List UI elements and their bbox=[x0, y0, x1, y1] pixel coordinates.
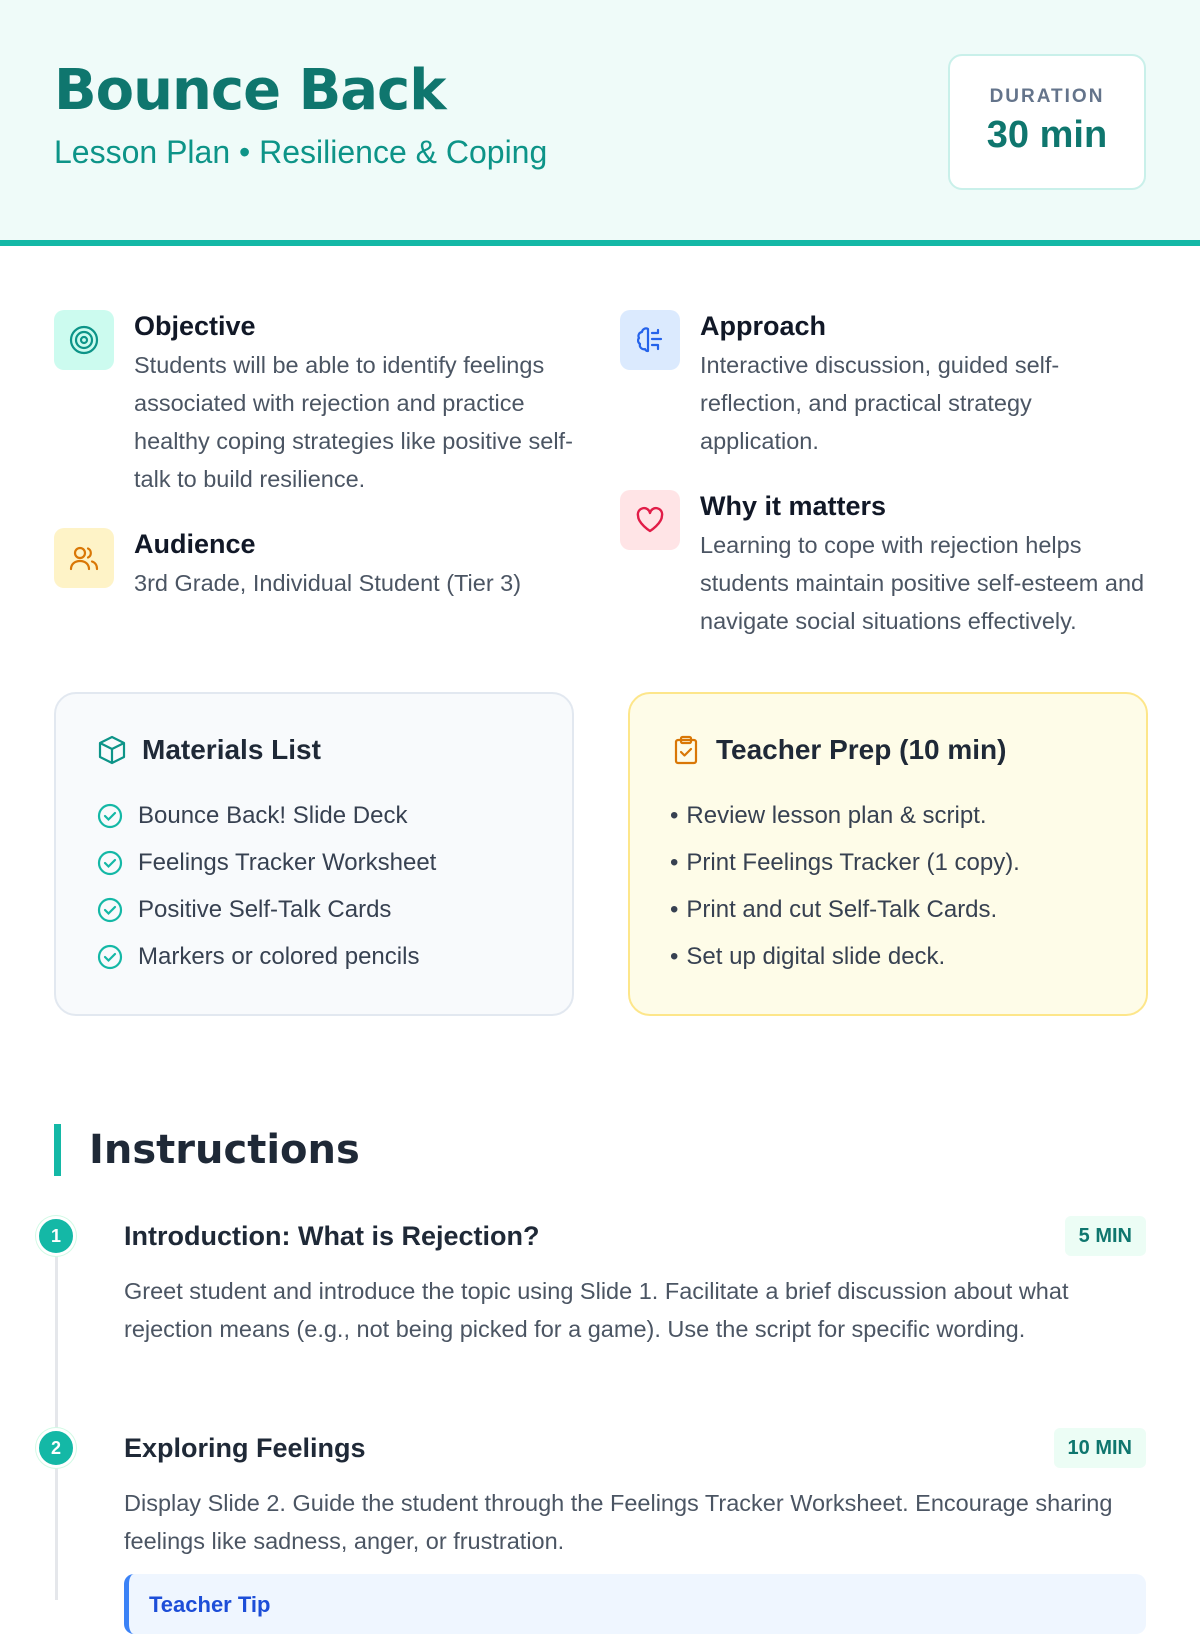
list-item: Positive Self-Talk Cards bbox=[96, 886, 532, 933]
clipboard-check-icon bbox=[670, 734, 702, 766]
approach-text: Interactive discussion, guided self-reflection, and practical strategy application. bbox=[700, 352, 1060, 454]
objective-text: Students will be able to identify feelings associated with rejection and practice healthy coping strategies like positive self-talk to build resilience. bbox=[134, 352, 573, 492]
prep-header bbox=[670, 730, 1106, 770]
teacher-tip-box bbox=[124, 1574, 1146, 1634]
step-time-badge: 5 MIN bbox=[1065, 1216, 1146, 1256]
list-item: Markers or colored pencils bbox=[96, 933, 532, 980]
materials-list bbox=[96, 792, 532, 980]
check-circle-icon bbox=[96, 849, 124, 877]
objective-title: Objective bbox=[134, 311, 256, 341]
list-item: • Print and cut Self-Talk Cards. bbox=[670, 895, 998, 923]
list-item: Feelings Tracker Worksheet bbox=[96, 839, 532, 886]
check-circle-icon bbox=[96, 802, 124, 830]
box-icon bbox=[96, 734, 128, 766]
duration-badge bbox=[948, 54, 1146, 190]
list-item: • Set up digital slide deck. bbox=[670, 942, 946, 970]
materials-card bbox=[54, 692, 574, 1016]
list-item: • Print Feelings Tracker (1 copy). bbox=[670, 848, 1020, 876]
timeline-line bbox=[55, 1236, 58, 1600]
check-circle-icon bbox=[96, 896, 124, 924]
teacher-tip-label: Teacher Tip bbox=[149, 1592, 271, 1617]
audience-text: 3rd Grade, Individual Student (Tier 3) bbox=[134, 570, 522, 596]
list-item: • Review lesson plan & script. bbox=[670, 801, 987, 829]
step-number: 2 bbox=[36, 1428, 76, 1468]
approach-title: Approach bbox=[700, 311, 827, 341]
check-circle-icon bbox=[96, 943, 124, 971]
duration-value: 30 min bbox=[986, 114, 1108, 156]
users-icon bbox=[54, 528, 114, 588]
teacher-prep-card bbox=[628, 692, 1148, 1016]
heart-icon bbox=[620, 490, 680, 550]
materials-header bbox=[96, 730, 532, 770]
materials-title: Materials List bbox=[142, 734, 321, 765]
prep-list bbox=[670, 792, 1106, 980]
duration-label: DURATION bbox=[989, 86, 1105, 107]
why-title: Why it matters bbox=[700, 491, 887, 521]
step-title: Introduction: What is Rejection? bbox=[124, 1221, 540, 1251]
step-time-badge: 10 MIN bbox=[1054, 1428, 1146, 1468]
why-text: Learning to cope with rejection helps students maintain positive self-esteem and navigate social situations effectively. bbox=[700, 532, 1145, 634]
step-text: Display Slide 2. Guide the student through the Feelings Tracker Worksheet. Encourage sharing feelings like sadness, anger, or frustration. bbox=[124, 1490, 1113, 1554]
target-icon bbox=[54, 310, 114, 370]
lesson-subtitle: Lesson Plan • Resilience & Coping bbox=[54, 134, 548, 170]
step-number: 1 bbox=[36, 1216, 76, 1256]
instructions-heading: Instructions bbox=[54, 1124, 360, 1176]
list-item: Bounce Back! Slide Deck bbox=[96, 792, 532, 839]
lesson-title: Bounce Back bbox=[54, 58, 446, 123]
step-title: Exploring Feelings bbox=[124, 1433, 366, 1463]
lesson-header bbox=[0, 0, 1200, 246]
audience-title: Audience bbox=[134, 529, 256, 559]
brain-icon bbox=[620, 310, 680, 370]
prep-title: Teacher Prep (10 min) bbox=[716, 734, 1007, 765]
step-text: Greet student and introduce the topic using Slide 1. Facilitate a brief discussion about what rejection means (e.g., not being picked for a game). Use the script for specific wording. bbox=[124, 1278, 1069, 1342]
